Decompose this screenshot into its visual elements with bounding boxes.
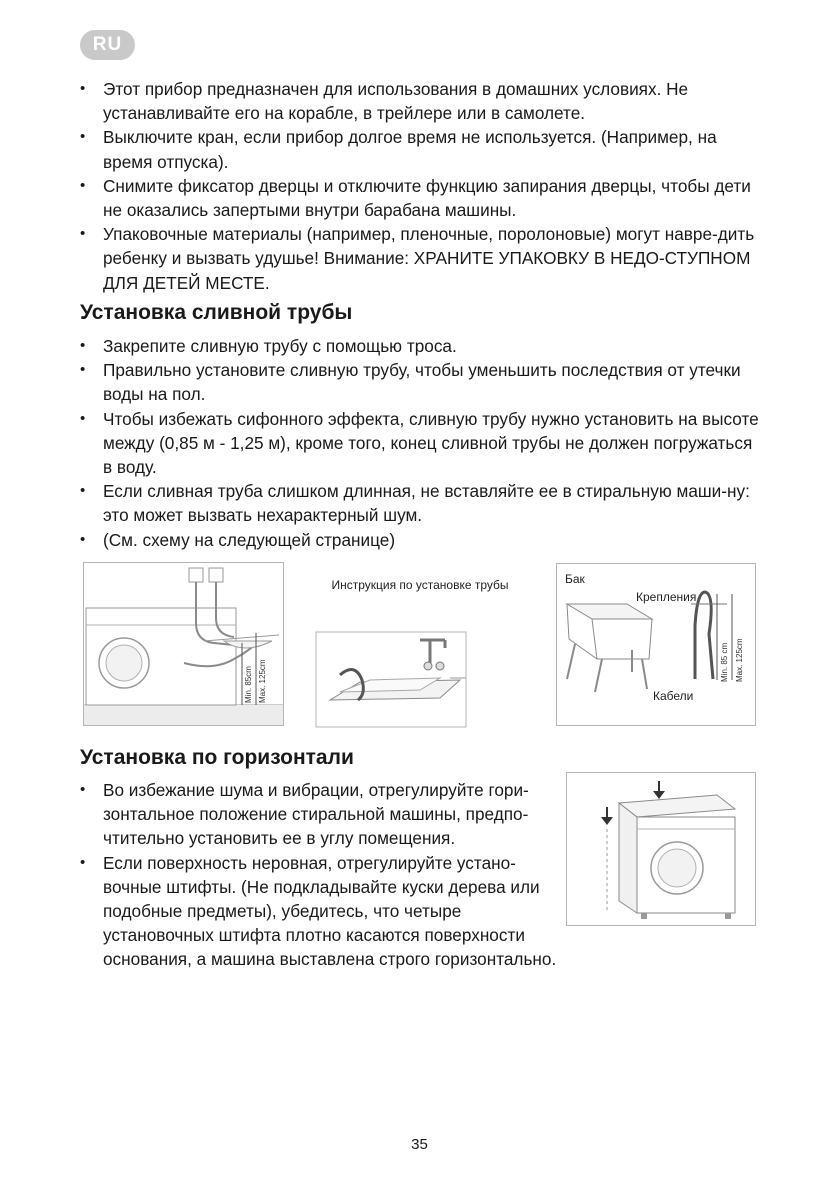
list-item: • (См. схему на следующей странице) xyxy=(80,528,760,552)
mounts-label: Крепления xyxy=(636,590,697,604)
leveling-illustration xyxy=(567,773,755,925)
list-item: • Упаковочные материалы (например, пленочные, поролоновые) могут навре-дить ребенку и вызвать удушье! Внимание: ХРАНИТЕ УПАКОВКУ В НЕДО-СТУПНОМ ДЛЯ ДЕТЕЙ МЕСТЕ. xyxy=(80,222,760,295)
tank-hose-figure xyxy=(556,563,756,726)
leveling-figure xyxy=(566,772,756,926)
language-badge: RU xyxy=(80,30,135,60)
min-height-label: Min. 85 cm xyxy=(720,642,729,682)
list-item: • Снимите фиксатор дверцы и отключите функцию запирания дверцы, чтобы дети не оказались запертыми внутри барабана машины. xyxy=(80,174,760,222)
level-bullet-list xyxy=(80,778,560,972)
intro-bullet-list xyxy=(80,77,760,295)
list-item: • Чтобы избежать сифонного эффекта, сливную трубу нужно установить на высоте между (0,85 м - 1,25 м), кроме того, конец сливной трубы не должен погружаться в воду. xyxy=(80,407,760,480)
list-item: • Выключите кран, если прибор долгое время не используется. (Например, на время отпуска). xyxy=(80,125,760,173)
page-number: 35 xyxy=(411,1136,428,1153)
max-height-label: Max. 125cm xyxy=(258,659,267,703)
list-item: • Во избежание шума и вибрации, отрегулируйте гори-зонтальное положение стиральной машины, предпо-чтительно установить ее в углу помещения. xyxy=(80,778,560,851)
max-height-label: Max. 125cm xyxy=(735,638,744,682)
cables-label: Кабели xyxy=(653,689,694,703)
list-item: • Если сливная труба слишком длинная, не вставляйте ее в стиральную маши-ну: это может вызвать нехарактерный шум. xyxy=(80,479,760,527)
list-item: • Правильно установите сливную трубу, чтобы уменьшить последствия от утечки воды на пол. xyxy=(80,358,760,406)
sink-figure-caption: Инструкция по установке трубы xyxy=(331,578,509,592)
sink-hose-figure xyxy=(300,570,540,730)
drain-bullet-list xyxy=(80,334,760,552)
level-section-title: Установка по горизонтали xyxy=(80,746,354,769)
hose-height-illustration xyxy=(84,563,283,725)
list-item: • Этот прибор предназначен для использования в домашних условиях. Не устанавливайте его на корабле, в трейлере или в самолете. xyxy=(80,77,760,125)
list-item: • Если поверхность неровная, отрегулируйте устано-вочные штифты. (Не подкладывайте куски дерева или подобные предметы), убедитесь, что четыре установочных штифта плотно касаются поверхности основания, а машина выставлена строго горизонтально. xyxy=(80,851,560,972)
min-height-label: Min. 85cm xyxy=(244,666,253,703)
drain-section-title: Установка сливной трубы xyxy=(80,301,353,324)
list-item: • Закрепите сливную трубу с помощью троса. xyxy=(80,334,760,358)
hose-height-figure xyxy=(83,562,284,726)
tank-label: Бак xyxy=(565,572,585,586)
